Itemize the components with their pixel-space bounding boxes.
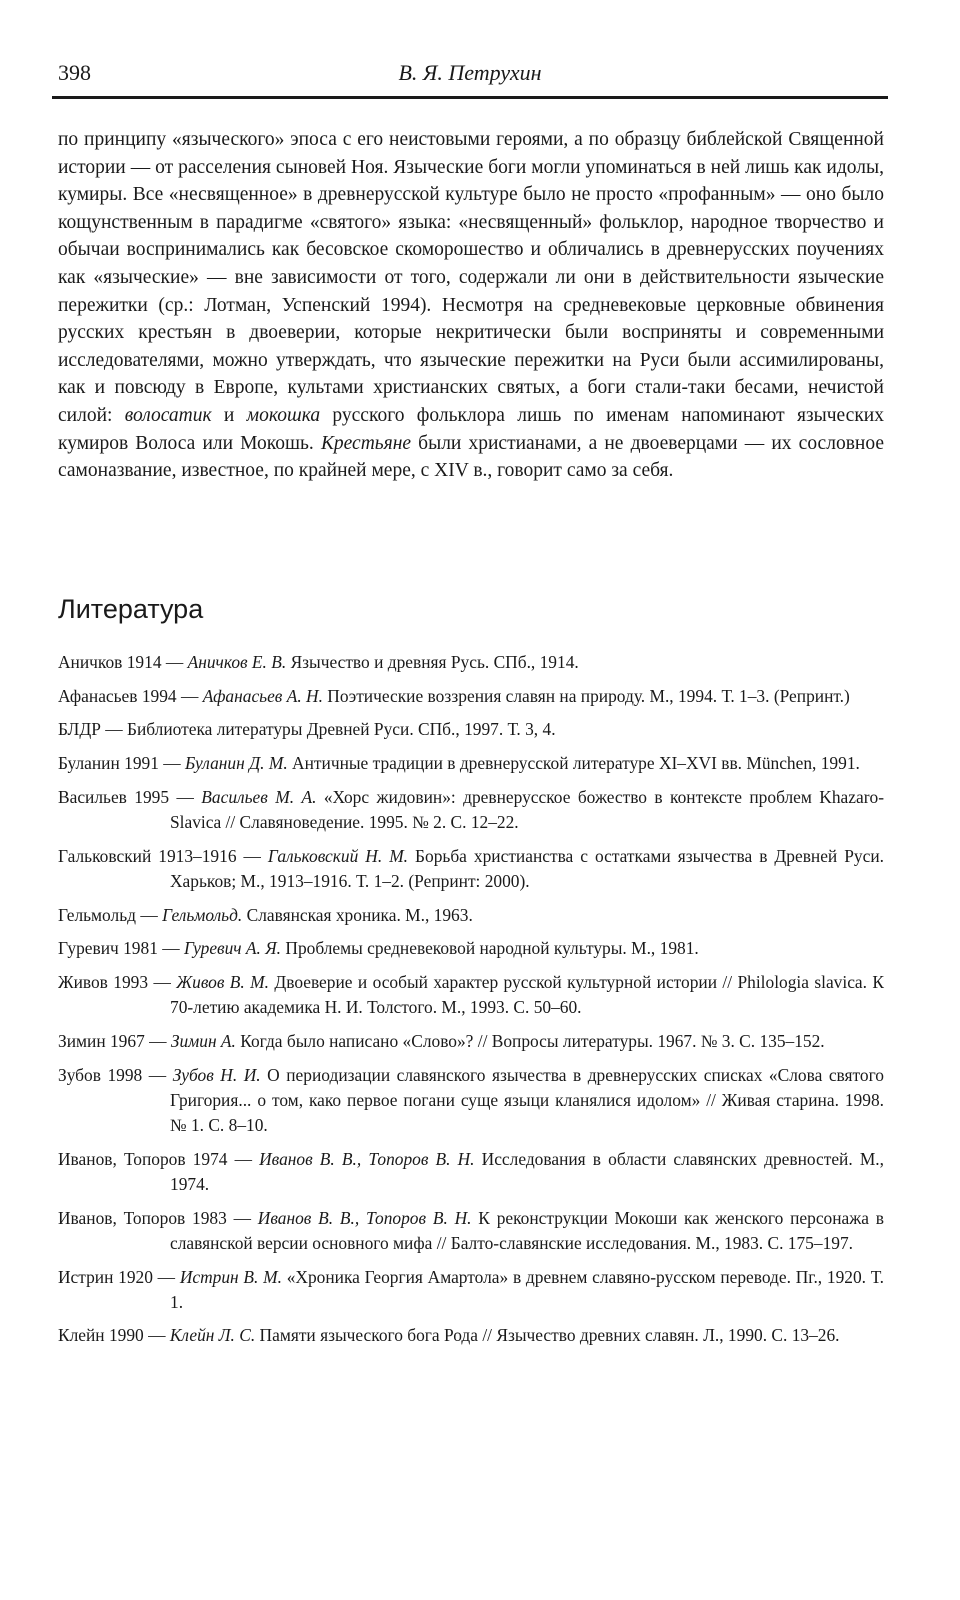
reference-entry	[58, 1323, 884, 1348]
reference-entry	[58, 785, 884, 835]
reference-key: Буланин 1991 —	[58, 753, 186, 774]
reference-entry	[58, 650, 884, 675]
body-segment: по принципу «языческого» эпоса с его неистовыми героями, а по образцу библейской Священной истории — от расселения сыновей Ноя. Языческие боги могли упоминаться в ней лишь как идолы, кумиры. Все «несвященное» в древнерусской культуре было не просто «профанным» — оно было кощунственным в парадигме «святого» языка: «несвященный» фольклор, народное творчество и обычаи воспринимались как бесовское скоморошество и обличались в древнерусских поучениях как «языческие» — вне зависимости от того, содержали ли они в действительности языческие пережитки (ср.: Лотман, Успенский 1994). Несмотря на средневековые церковные обвинения русских крестьян в двоеверии, которые некритически были восприняты и современными исследователями, можно утверждать, что языческие пережитки на Руси были ассимилированы, как и повсюду в Европе, культами христианских святых, а боги стали-таки бесами, нечистой силой:	[58, 129, 884, 426]
body-segment: были христианами, а не двоеверцами — их сословное самоназвание, известное, по крайней мере, с XIV в., говорит само за себя.	[58, 432, 884, 482]
reference-entry	[58, 684, 884, 709]
reference-entry	[58, 1147, 884, 1197]
reference-key: Аничков 1914 —	[58, 652, 188, 672]
reference-details: Исследования в области славянских древностей. М., 1974.	[170, 1148, 884, 1194]
reference-entry	[58, 936, 884, 961]
reference-details: Язычество и древняя Русь. СПб., 1914.	[286, 652, 579, 672]
page-header	[52, 56, 888, 96]
reference-details: Памяти языческого бога Рода // Язычество древних славян. Л., 1990. С. 13–26.	[255, 1325, 840, 1346]
reference-key: Иванов, Топоров 1983 —	[58, 1207, 258, 1228]
header-rule	[52, 96, 888, 99]
reference-author: Истрин В. М.	[179, 1266, 282, 1287]
reference-key: Васильев 1995 —	[58, 786, 202, 807]
reference-details: К реконструкции Мокоши как женского персонажа в славянской версии основного мифа // Балто-славянские исследования. М., 1983. С. 175–197.	[170, 1207, 885, 1253]
reference-details: «Хорс жидовин»: древнерусское божество в контексте проблем Khazaro-Slavica // Славяноведение. 1995. № 2. С. 12–22.	[170, 786, 884, 833]
reference-details: Античные традиции в древнерусской литературе XI–XVI вв. München, 1991.	[287, 753, 860, 774]
reference-key: Клейн 1990 —	[58, 1325, 170, 1346]
reference-author: Иванов В. В., Топоров В. Н.	[257, 1207, 472, 1228]
reference-details: «Хроника Георгия Амартола» в древнем славяно-русском переводе. Пг., 1920. Т. 1.	[170, 1266, 884, 1312]
reference-key: Иванов, Топоров 1974 —	[58, 1148, 260, 1169]
reference-key: Гуревич 1981 —	[58, 938, 184, 959]
reference-entry	[58, 1265, 884, 1315]
reference-entry	[58, 717, 884, 742]
body-segment: русского фольклора лишь по именам напоминают языческих кумиров Волоса или Мокошь.	[58, 404, 884, 454]
reference-details: Поэтические воззрения славян на природу. М., 1994. Т. 1–3. (Репринт.)	[322, 685, 850, 706]
section-heading: Литература	[58, 594, 204, 624]
reference-author: Гальковский Н. М.	[267, 845, 409, 866]
reference-author: Васильев М. А.	[201, 786, 317, 807]
reference-author: Зимин А.	[170, 1030, 236, 1051]
reference-author: Клейн Л. С.	[169, 1325, 256, 1346]
reference-author: Буланин Д. М.	[185, 753, 288, 774]
body-paragraph	[58, 126, 884, 485]
body-segment: и	[211, 404, 247, 426]
reference-key: Гальковский 1913–1916 —	[58, 845, 268, 866]
reference-author: Гуревич А. Я.	[183, 938, 282, 959]
emphasis-term: Крестьяне	[320, 432, 412, 454]
reference-entry	[58, 1063, 884, 1139]
reference-author: Живов В. М.	[176, 972, 269, 993]
running-title: В. Я. Петрухин	[398, 60, 542, 85]
reference-details: Двоеверие и особый характер русской культурной истории // Philologia slavica. К 70-летию академика Н. И. Толстого. М., 1993. С. 50–60.	[170, 972, 884, 1018]
reference-key: Живов 1993 —	[58, 972, 177, 993]
reference-author: Аничков Е. В.	[187, 652, 287, 672]
reference-author: Иванов В. В., Топоров В. Н.	[259, 1148, 475, 1169]
emphasis-term: волосатик	[124, 404, 212, 426]
reference-author: Гельмольд.	[162, 904, 243, 925]
reference-key: Гельмольд —	[58, 904, 163, 925]
emphasis-term: мокошка	[246, 404, 321, 426]
page-number: 398	[58, 60, 91, 85]
reference-key: Зимин 1967 —	[58, 1030, 171, 1051]
reference-details: О периодизации славянского язычества в древнерусских списках «Слова святого Григория... о том, како первое погани суще языци кланялися идолом» // Живая старина. 1998. № 1. С. 8–10.	[170, 1064, 884, 1136]
reference-entry	[58, 1029, 884, 1054]
body-text	[58, 126, 884, 485]
reference-entry	[58, 1206, 884, 1256]
reference-entry	[58, 844, 884, 894]
reference-entry	[58, 751, 884, 776]
reference-list	[58, 650, 884, 1357]
reference-entry	[58, 970, 884, 1020]
reference-details: Проблемы средневековой народной культуры. М., 1981.	[281, 938, 699, 959]
reference-author: Афанасьев А. Н.	[202, 685, 323, 706]
reference-details: Когда было написано «Слово»? // Вопросы литературы. 1967. № 3. С. 135–152.	[235, 1030, 825, 1051]
reference-key: Зубов 1998 —	[58, 1064, 173, 1085]
reference-key: Афанасьев 1994 —	[58, 685, 203, 706]
reference-entry	[58, 903, 884, 928]
reference-details: Славянская хроника. М., 1963.	[242, 904, 473, 925]
reference-author: Зубов Н. И.	[172, 1064, 261, 1085]
reference-key: Истрин 1920 —	[58, 1266, 180, 1287]
reference-details: Борьба христианства с остатками язычества в Древней Руси. Харьков; М., 1913–1916. Т. 1–2. (Репринт: 2000).	[170, 845, 884, 891]
reference-key: БЛДР — Библиотека литературы Древней Руси. СПб., 1997. Т. 3, 4.	[58, 719, 556, 740]
